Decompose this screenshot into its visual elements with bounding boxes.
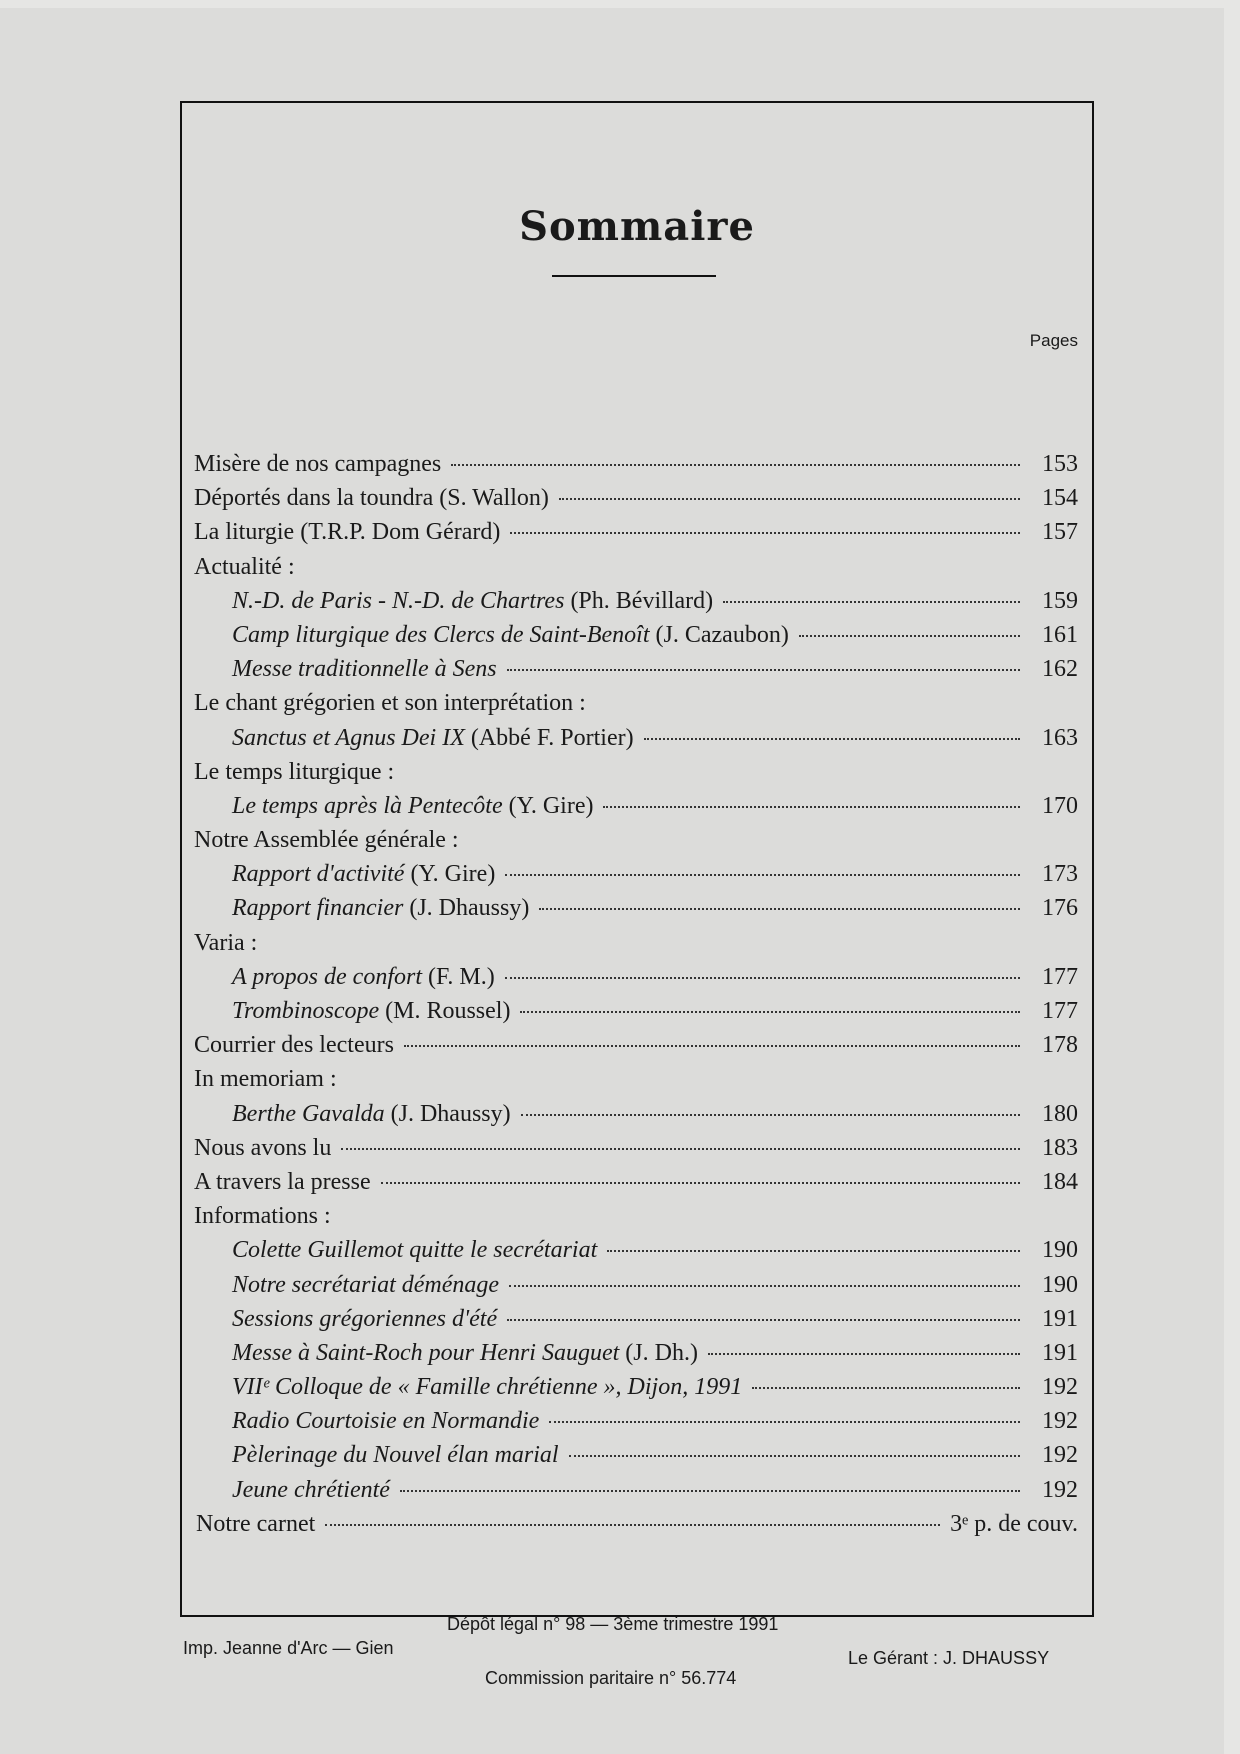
printer-credit: Imp. Jeanne d'Arc — Gien <box>183 1638 394 1658</box>
toc-entry-title-text: (F. M.) <box>422 963 495 990</box>
toc-entry <box>194 1032 1078 1066</box>
toc-section-heading <box>194 1203 1078 1237</box>
toc-entry-title <box>232 861 495 888</box>
toc-entry-title-italic: Radio Courtoisie en Normandie <box>232 1408 540 1435</box>
toc-page-number: 162 <box>1042 656 1078 683</box>
toc-page-number: 192 <box>1042 1442 1078 1469</box>
toc-entry <box>194 1101 1078 1135</box>
toc-entry-title-text: Notre carnet <box>196 1510 316 1537</box>
commission-number: Commission paritaire n° 56.774 <box>485 1668 737 1688</box>
toc-entry-title-text: Misère de nos campagnes <box>194 451 442 477</box>
dot-leader <box>505 874 1020 876</box>
toc-page-number: 192 <box>1042 1476 1078 1503</box>
toc-page-number: 177 <box>1042 998 1078 1024</box>
toc-entry-title <box>232 793 593 820</box>
toc-entry-title <box>232 895 529 922</box>
toc-page-number: 192 <box>1042 1374 1078 1401</box>
dot-leader <box>607 1250 1020 1252</box>
dot-leader <box>549 1421 1020 1423</box>
toc-entry-title <box>232 725 634 752</box>
toc-page-number: 153 <box>1042 451 1078 477</box>
toc-entry-title <box>232 998 510 1025</box>
dot-leader <box>341 1148 1020 1150</box>
dot-leader <box>708 1353 1020 1355</box>
toc-entry-title <box>232 1101 511 1128</box>
dot-leader <box>559 498 1020 500</box>
toc-entry-title-italic: Trombinoscope <box>232 998 380 1024</box>
toc-section-heading <box>194 827 1078 861</box>
toc-entry <box>194 1374 1078 1408</box>
toc-entry-title-text: (Ph. Bévillard) <box>564 587 714 614</box>
toc-entry-title <box>232 588 713 615</box>
toc-entry <box>194 451 1078 485</box>
toc-entry <box>194 964 1078 998</box>
toc-entry-title-text: In memoriam : <box>194 1066 337 1093</box>
toc-entry-title <box>232 1374 742 1401</box>
toc-entry <box>194 1272 1078 1306</box>
toc-entry-title <box>194 827 459 854</box>
dot-leader <box>603 806 1020 808</box>
toc-entry-title-text: Actualité : <box>194 553 295 580</box>
dot-leader <box>507 1319 1020 1321</box>
toc-entry-title <box>232 1237 597 1264</box>
toc-entry-title-text: (Abbé F. Portier) <box>464 724 634 751</box>
toc-page-number: 154 <box>1042 485 1078 512</box>
toc-entry <box>194 622 1078 656</box>
toc-entry-title-italic: Notre secrétariat déménage <box>232 1271 500 1298</box>
dot-leader <box>539 908 1020 910</box>
toc-entry-title-text: (J. Dhaussy) <box>384 1100 511 1127</box>
dot-leader <box>400 1490 1020 1492</box>
toc-entry <box>194 588 1078 622</box>
dot-leader <box>723 601 1020 603</box>
toc-entry <box>194 656 1078 690</box>
toc-entry-title-italic: Le temps après là Pentecôte <box>232 792 503 819</box>
document-page <box>0 8 1224 1754</box>
dot-leader <box>505 977 1020 979</box>
toc-entry-title <box>232 622 789 649</box>
toc-entry <box>194 1408 1078 1442</box>
toc-section-heading <box>194 690 1078 724</box>
toc-entry-title-text: (Y. Gire) <box>502 792 594 819</box>
dot-leader <box>510 532 1020 534</box>
toc-page-number: 176 <box>1042 895 1078 922</box>
toc-entry-title-text: Notre Assemblée générale : <box>194 827 459 854</box>
toc-entry <box>194 1442 1078 1476</box>
toc-page-number: 157 <box>1042 519 1078 546</box>
toc-entry-title <box>194 485 549 512</box>
toc-section-heading <box>194 930 1078 964</box>
toc-entry <box>194 519 1078 553</box>
toc-entry <box>194 1237 1078 1271</box>
toc-entry-title <box>196 1511 315 1538</box>
summary-frame <box>180 101 1094 1617</box>
toc-entry <box>194 1340 1078 1374</box>
dot-leader <box>520 1011 1020 1013</box>
toc-entry-title-italic: Berthe Gavalda <box>232 1100 385 1127</box>
toc-entry-title-italic: Camp liturgique des Clercs de Saint-Benoît <box>232 621 650 648</box>
toc-entry-title-italic: N.-D. de Paris - N.-D. de Chartres <box>232 587 565 614</box>
toc-entry-title-text: (Y. Gire) <box>404 861 496 888</box>
toc-entry-title-italic: Messe traditionnelle à Sens <box>232 656 497 683</box>
toc-entry-title <box>232 1272 499 1299</box>
toc-entry-title <box>194 519 500 546</box>
toc-entry <box>194 998 1078 1032</box>
table-of-contents <box>194 451 1078 1545</box>
dot-leader <box>799 635 1020 637</box>
toc-entry-title-text: Le chant grégorien et son interprétation : <box>194 690 586 717</box>
toc-entry <box>194 1477 1078 1511</box>
toc-entry-title-italic: Pèlerinage du Nouvel élan marial <box>232 1442 559 1469</box>
toc-entry-title-text: Déportés dans la toundra (S. Wallon) <box>194 485 549 512</box>
toc-entry-title-italic: Rapport financier <box>232 895 404 922</box>
toc-entry-title-text: A travers la presse <box>194 1168 371 1195</box>
toc-entry-title <box>232 1408 539 1435</box>
toc-entry-title <box>194 451 441 478</box>
toc-page-number: 163 <box>1042 724 1078 751</box>
toc-entry-title <box>194 930 257 957</box>
toc-page-number: 173 <box>1042 861 1078 888</box>
toc-entry-title <box>232 964 495 991</box>
pages-column-label: Pages <box>1029 331 1078 350</box>
toc-entry <box>194 1511 1078 1545</box>
dot-leader <box>325 1524 940 1526</box>
dot-leader <box>569 1455 1020 1457</box>
toc-page-number: 184 <box>1042 1168 1078 1195</box>
toc-page-number: 177 <box>1042 963 1078 990</box>
toc-page-number: 191 <box>1042 1339 1078 1366</box>
toc-entry-title-text: (J. Cazaubon) <box>649 621 789 648</box>
dot-leader <box>451 464 1020 466</box>
toc-entry-title-text: Courrier des lecteurs <box>194 1032 394 1059</box>
toc-entry-title-italic: Sanctus et Agnus Dei IX <box>232 724 465 751</box>
dot-leader <box>752 1387 1020 1389</box>
toc-page-number: 3ᵉ p. de couv. <box>950 1510 1078 1537</box>
legal-deposit: Dépôt légal n° 98 — 3ème trimestre 1991 <box>447 1614 779 1634</box>
toc-entry-title <box>194 1135 331 1162</box>
toc-entry-title-italic: Jeune chrétienté <box>232 1476 390 1503</box>
toc-page-number: 180 <box>1042 1100 1078 1127</box>
toc-entry <box>194 1135 1078 1169</box>
toc-entry-title-text: (J. Dhaussy) <box>403 895 530 922</box>
toc-entry <box>194 725 1078 759</box>
toc-entry-title-text: Informations : <box>194 1203 331 1230</box>
toc-entry-title-italic: VIIᵉ Colloque de « Famille chrétienne », Dijon, 1991 <box>232 1374 743 1401</box>
toc-entry-title <box>232 1442 559 1469</box>
dot-leader <box>521 1114 1020 1116</box>
toc-entry-title-text: Varia : <box>194 929 258 956</box>
dot-leader <box>507 669 1020 671</box>
toc-entry-title <box>232 656 497 683</box>
toc-entry <box>194 1306 1078 1340</box>
toc-section-heading <box>194 759 1078 793</box>
toc-entry-title <box>194 1066 337 1093</box>
toc-section-heading <box>194 554 1078 588</box>
toc-entry-title-italic: Sessions grégoriennes d'été <box>232 1305 498 1332</box>
toc-entry-title <box>232 1477 390 1504</box>
toc-entry-title-text: (J. Dh.) <box>619 1339 698 1366</box>
toc-entry-title-text: Le temps liturgique : <box>194 758 395 785</box>
toc-entry-title-italic: Rapport d'activité <box>232 861 405 888</box>
toc-page-number: 191 <box>1042 1305 1078 1332</box>
toc-entry-title-text: La liturgie (T.R.P. Dom Gérard) <box>194 519 501 546</box>
toc-entry <box>194 861 1078 895</box>
toc-page-number: 178 <box>1042 1032 1078 1059</box>
dot-leader <box>509 1285 1020 1287</box>
toc-entry-title-text: Nous avons lu <box>194 1134 332 1161</box>
toc-entry-title <box>194 1032 394 1059</box>
toc-entry-title <box>194 1203 331 1230</box>
toc-page-number: 159 <box>1042 587 1078 614</box>
title-underline <box>552 275 716 277</box>
toc-entry <box>194 485 1078 519</box>
dot-leader <box>381 1182 1020 1184</box>
toc-entry-title-text: (M. Roussel) <box>379 998 511 1024</box>
toc-page-number: 192 <box>1042 1408 1078 1435</box>
toc-entry-title-italic: Messe à Saint-Roch pour Henri Sauguet <box>232 1339 620 1366</box>
toc-entry <box>194 793 1078 827</box>
toc-page-number: 170 <box>1042 792 1078 819</box>
toc-page-number: 183 <box>1042 1134 1078 1161</box>
dot-leader <box>644 738 1020 740</box>
toc-section-heading <box>194 1066 1078 1100</box>
dot-leader <box>404 1045 1020 1047</box>
toc-page-number: 161 <box>1042 621 1078 648</box>
toc-entry-title <box>194 1169 371 1196</box>
toc-entry <box>194 1169 1078 1203</box>
page-title: Sommaire <box>519 203 755 250</box>
toc-page-number: 190 <box>1042 1237 1078 1264</box>
toc-entry-title-italic: A propos de confort <box>232 963 422 990</box>
toc-entry-title <box>194 554 295 581</box>
toc-entry-title <box>194 690 586 717</box>
toc-entry-title <box>232 1340 698 1367</box>
toc-page-number: 190 <box>1042 1271 1078 1298</box>
toc-entry <box>194 895 1078 929</box>
toc-entry-title <box>194 759 394 786</box>
manager-credit: Le Gérant : J. DHAUSSY <box>848 1648 1050 1668</box>
toc-entry-title-italic: Colette Guillemot quitte le secrétariat <box>232 1237 598 1264</box>
toc-entry-title <box>232 1306 497 1333</box>
